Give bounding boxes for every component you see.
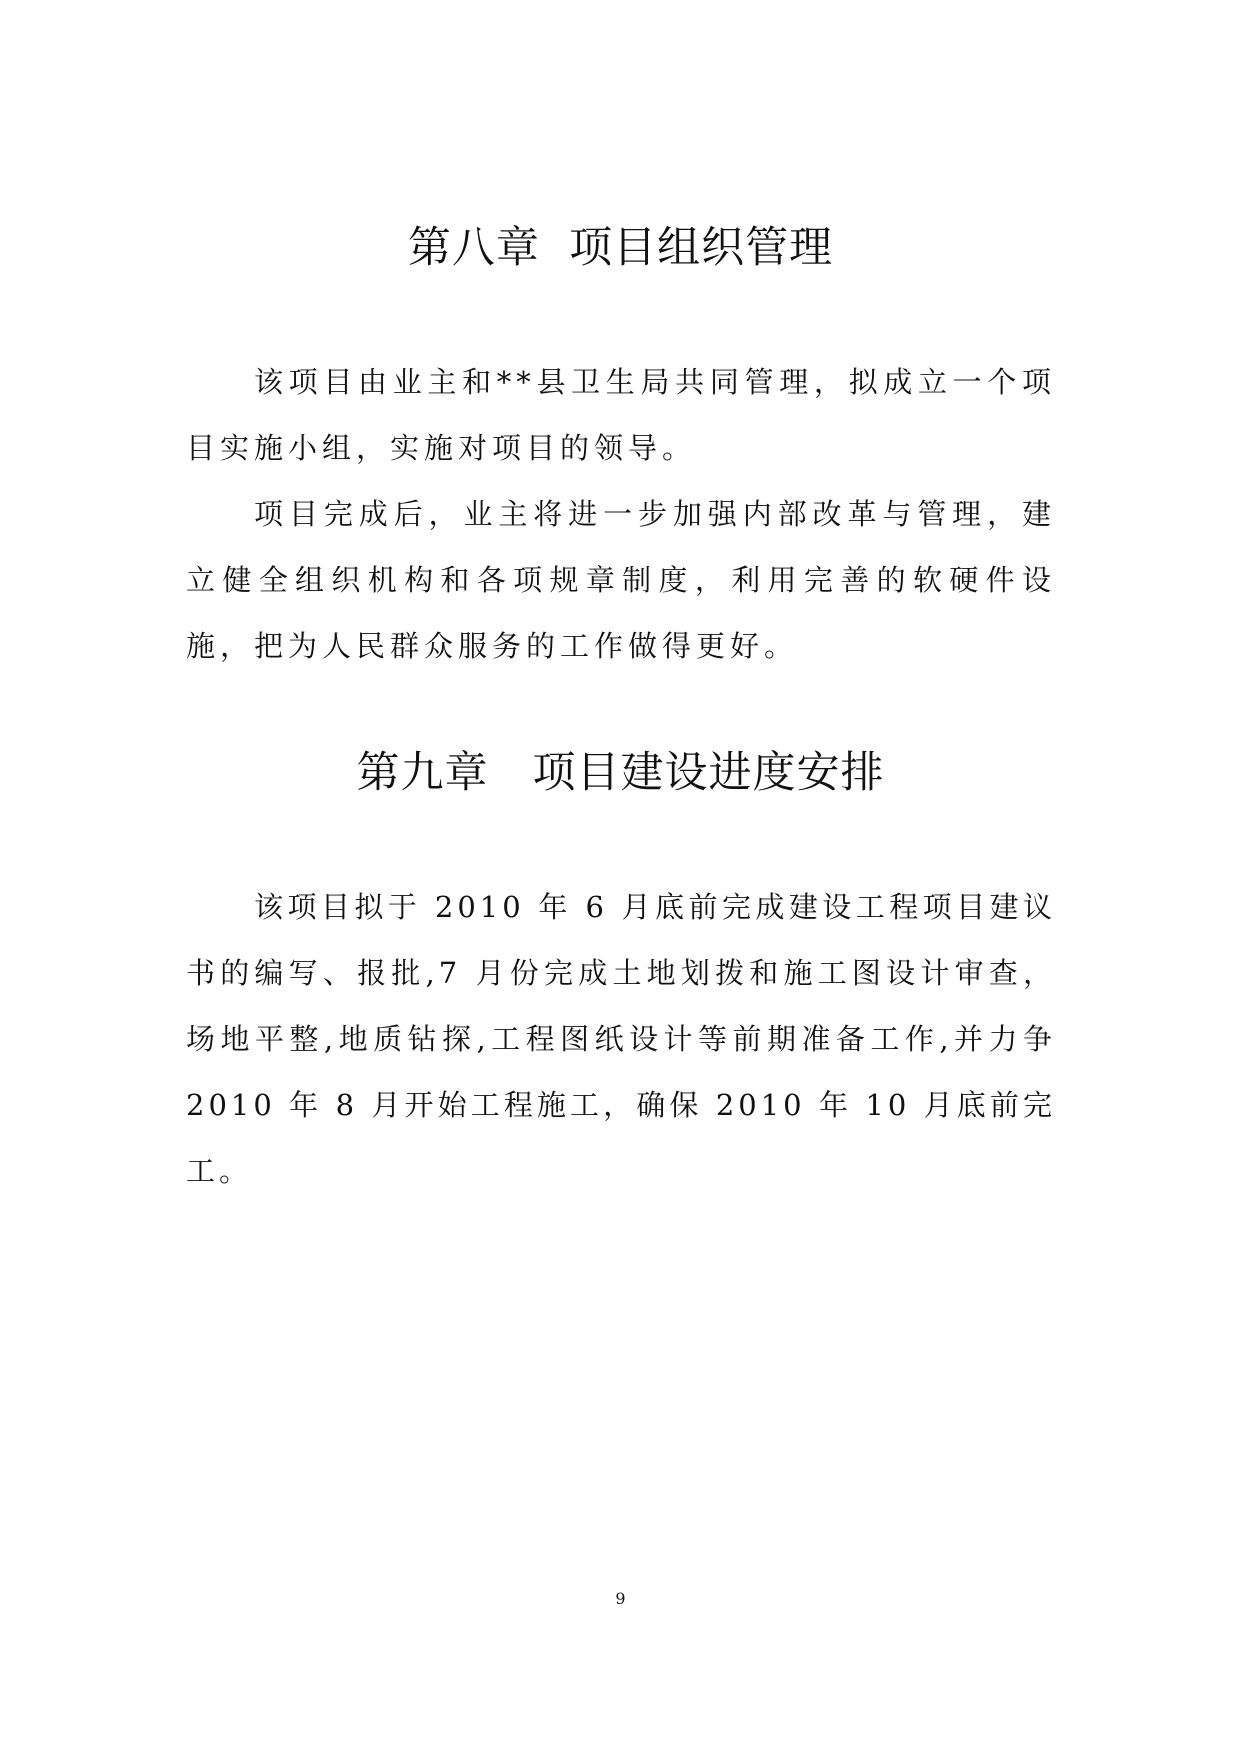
chapter-9-heading: 第九章 项目建设进度安排 [356,748,885,798]
chapter-8-paragraph-2: 项目完成后，业主将进一步加强内部改革与管理，建立健全组织机构和各项规章制度，利用完善的软硬件设施，把为人民群众服务的工作做得更好。 [186,497,1056,663]
chapter-9-paragraph-1: 该项目拟于 2010 年 6 月底前完成建设工程项目建议书的编写、报批,7 月份完成土地划拨和施工图设计审查，场地平整,地质钻探,工程图纸设计等前期准备工作,并力争 2010 年 8 月开始工程施工，确保 2010 年 10 月底前完工。 [186,890,1056,1188]
chapter-8-heading: 第八章 项目组织管理 [407,223,834,273]
page-number: 9 [615,1589,626,1608]
chapter-8-paragraph-1: 该项目由业主和**县卫生局共同管理，拟成立一个项目实施小组，实施对项目的领导。 [186,365,1056,465]
